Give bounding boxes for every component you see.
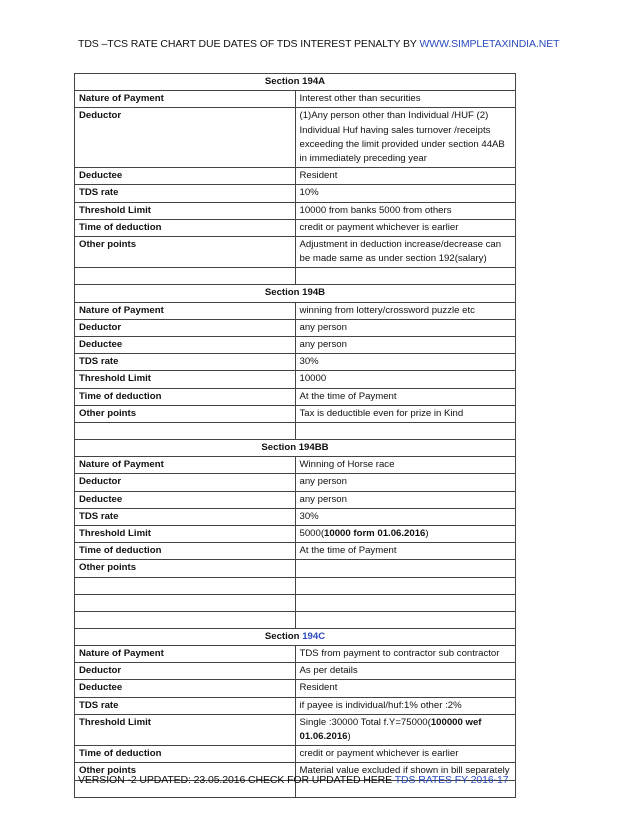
- table-row: [75, 680, 516, 697]
- empty-row: [75, 268, 516, 285]
- empty-row: [75, 611, 516, 628]
- table-row: [75, 663, 516, 680]
- empty-cell: [75, 577, 296, 594]
- row-value: credit or payment whichever is earlier: [295, 219, 516, 236]
- section-194a-title: Section 194A: [75, 74, 516, 91]
- row-label: Time of deduction: [75, 388, 296, 405]
- header-website-link[interactable]: WWW.SIMPLETAXINDIA.NET: [419, 38, 560, 50]
- empty-row: [75, 423, 516, 440]
- header-text: TDS –TCS RATE CHART DUE DATES OF TDS INTEREST PENALTY BY: [78, 38, 420, 50]
- row-label: Deductee: [75, 491, 296, 508]
- table-row: [75, 543, 516, 560]
- row-value: [295, 560, 516, 577]
- footer-rates-link[interactable]: TDS RATES FY 2016-17: [394, 774, 509, 786]
- table-row: [75, 560, 516, 577]
- row-value: Resident: [295, 680, 516, 697]
- row-label: Time of deduction: [75, 543, 296, 560]
- threshold-part: ): [347, 730, 351, 742]
- threshold-bold-part: 10000 form 01.06.2016: [324, 528, 426, 540]
- section-194bb-title: Section 194BB: [75, 440, 516, 457]
- row-value: 30%: [295, 508, 516, 525]
- section-header-row: [75, 285, 516, 302]
- table-row: [75, 526, 516, 543]
- empty-cell: [295, 423, 516, 440]
- table-row: [75, 202, 516, 219]
- empty-row: [75, 594, 516, 611]
- threshold-part: ): [425, 528, 429, 540]
- row-value: Winning of Horse race: [295, 457, 516, 474]
- table-row: [75, 388, 516, 405]
- section-194c-title: [75, 628, 516, 645]
- empty-cell: [75, 611, 296, 628]
- table-row: [75, 457, 516, 474]
- table-row: [75, 219, 516, 236]
- row-value: As per details: [295, 663, 516, 680]
- row-label: Nature of Payment: [75, 457, 296, 474]
- row-value: any person: [295, 491, 516, 508]
- row-label: Deductee: [75, 168, 296, 185]
- row-label: TDS rate: [75, 354, 296, 371]
- table-row: [75, 645, 516, 662]
- row-value: any person: [295, 474, 516, 491]
- row-label: Deductor: [75, 319, 296, 336]
- table-row: [75, 746, 516, 763]
- row-label: Threshold Limit: [75, 714, 296, 745]
- row-label: Other points: [75, 405, 296, 422]
- row-label: TDS rate: [75, 508, 296, 525]
- row-value: if payee is individual/huf:1% other :2%: [295, 697, 516, 714]
- row-value: credit or payment whichever is earlier: [295, 746, 516, 763]
- row-label: Deductor: [75, 474, 296, 491]
- table-row: [75, 237, 516, 268]
- table-row: [75, 354, 516, 371]
- row-label: TDS rate: [75, 697, 296, 714]
- row-value: [295, 526, 516, 543]
- row-value: Tax is deductible even for prize in Kind: [295, 405, 516, 422]
- empty-cell: [295, 611, 516, 628]
- empty-cell: [295, 268, 516, 285]
- table-row: [75, 474, 516, 491]
- table-row: [75, 714, 516, 745]
- table-row: [75, 405, 516, 422]
- section-header-row: [75, 74, 516, 91]
- row-value: At the time of Payment: [295, 543, 516, 560]
- row-value: (1)Any person other than Individual /HUF (2) Individual Huf having sales turnover /receipts exceeding the limit provided under section 44AB in immediately preceding year: [295, 108, 516, 168]
- section-header-row: [75, 440, 516, 457]
- empty-cell: [295, 594, 516, 611]
- row-label: Nature of Payment: [75, 645, 296, 662]
- row-value: 10000 from banks 5000 from others: [295, 202, 516, 219]
- table-row: [75, 491, 516, 508]
- row-label: Threshold Limit: [75, 202, 296, 219]
- row-value: 10000: [295, 371, 516, 388]
- row-value: winning from lottery/crossword puzzle etc: [295, 302, 516, 319]
- row-value: any person: [295, 337, 516, 354]
- row-value: TDS from payment to contractor sub contractor: [295, 645, 516, 662]
- footer-text: VERSION -2 UPDATED: 23.05.2016 CHECK FOR UPDATED HERE: [78, 774, 395, 786]
- row-label: Other points: [75, 237, 296, 268]
- row-label: Deductee: [75, 337, 296, 354]
- row-label: Deductor: [75, 108, 296, 168]
- table-row: [75, 185, 516, 202]
- table-row: [75, 337, 516, 354]
- row-value: Material value excluded if shown in bill separately: [295, 763, 516, 780]
- table-row: [75, 697, 516, 714]
- table-row: [75, 371, 516, 388]
- page-header: [78, 38, 559, 50]
- row-value: At the time of Payment: [295, 388, 516, 405]
- row-value: 10%: [295, 185, 516, 202]
- tds-rate-table: [74, 73, 516, 798]
- table-row: [75, 508, 516, 525]
- empty-cell: [75, 594, 296, 611]
- row-label: Threshold Limit: [75, 371, 296, 388]
- row-label: Time of deduction: [75, 219, 296, 236]
- row-label: TDS rate: [75, 185, 296, 202]
- row-value: [295, 714, 516, 745]
- section-code-link[interactable]: 194C: [302, 630, 326, 642]
- empty-cell: [75, 423, 296, 440]
- threshold-part: 5000(: [299, 528, 325, 540]
- empty-cell: [75, 268, 296, 285]
- threshold-part: Single :30000 Total f.Y=75000(: [299, 716, 431, 728]
- row-label: Other points: [75, 560, 296, 577]
- row-value: Interest other than securities: [295, 91, 516, 108]
- page-footer: [78, 774, 508, 786]
- threshold-bold-part: 100000 wef 01.06.2016: [299, 716, 482, 742]
- row-value: Resident: [295, 168, 516, 185]
- row-value: 30%: [295, 354, 516, 371]
- table-row: [75, 302, 516, 319]
- row-label: Deductee: [75, 680, 296, 697]
- section-title-prefix: Section: [264, 630, 303, 642]
- section-194b-title: Section 194B: [75, 285, 516, 302]
- table-row: [75, 319, 516, 336]
- table-row: [75, 168, 516, 185]
- row-value: Adjustment in deduction increase/decrease can be made same as under section 192(salary): [295, 237, 516, 268]
- row-label: Deductor: [75, 663, 296, 680]
- row-label: Time of deduction: [75, 746, 296, 763]
- empty-cell: [295, 577, 516, 594]
- row-label: Other points: [75, 763, 296, 780]
- empty-row: [75, 577, 516, 594]
- row-value: any person: [295, 319, 516, 336]
- row-label: Nature of Payment: [75, 91, 296, 108]
- table-row: [75, 108, 516, 168]
- row-label: Threshold Limit: [75, 526, 296, 543]
- row-label: Nature of Payment: [75, 302, 296, 319]
- table-row: [75, 91, 516, 108]
- section-header-row: [75, 628, 516, 645]
